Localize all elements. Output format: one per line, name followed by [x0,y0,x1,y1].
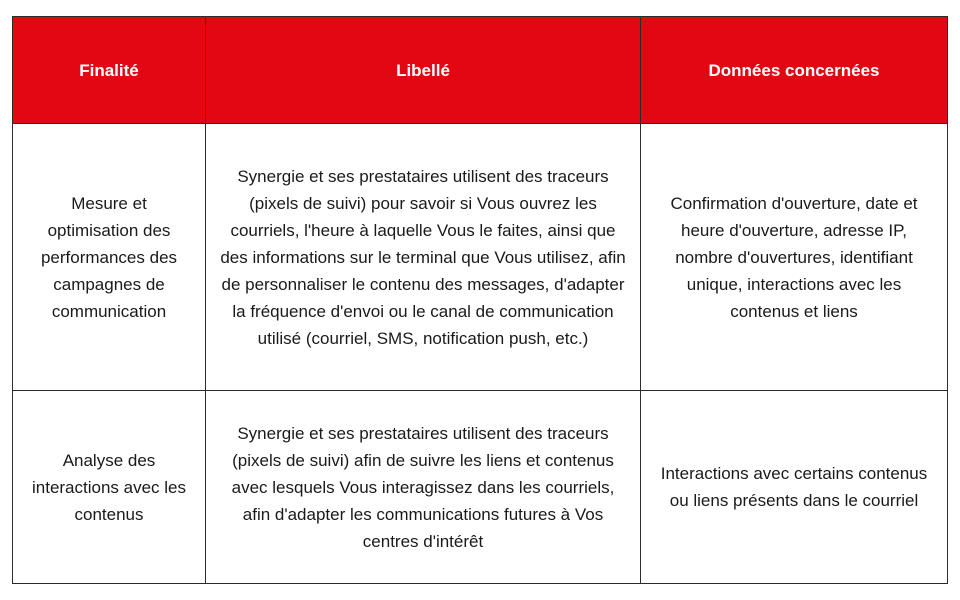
table-row [13,391,948,584]
table-row [13,124,948,391]
cookie-purposes-table [12,16,948,584]
header-donnees-concernees: Données concernées [641,17,948,124]
cell-finalite: Analyse des interactions avec les contenus [13,391,206,584]
table-header-row [13,17,948,124]
header-libelle: Libellé [206,17,641,124]
cell-donnees: Confirmation d'ouverture, date et heure d'ouverture, adresse IP, nombre d'ouvertures, identifiant unique, interactions avec les contenus et liens [641,124,948,391]
cell-finalite: Mesure et optimisation des performances des campagnes de communication [13,124,206,391]
cell-libelle: Synergie et ses prestataires utilisent des traceurs (pixels de suivi) afin de suivre les liens et contenus avec lesquels Vous interagissez dans les courriels, afin d'adapter les communications futures à Vos centres d'intérêt [206,391,641,584]
cell-donnees: Interactions avec certains contenus ou liens présents dans le courriel [641,391,948,584]
header-finalite: Finalité [13,17,206,124]
cell-libelle: Synergie et ses prestataires utilisent des traceurs (pixels de suivi) pour savoir si Vous ouvrez les courriels, l'heure à laquelle Vous le faites, ainsi que des informations sur le terminal que Vous utilisez, afin de personnaliser le contenu des messages, d'adapter la fréquence d'envoi ou le canal de communication utilisé (courriel, SMS, notification push, etc.) [206,124,641,391]
